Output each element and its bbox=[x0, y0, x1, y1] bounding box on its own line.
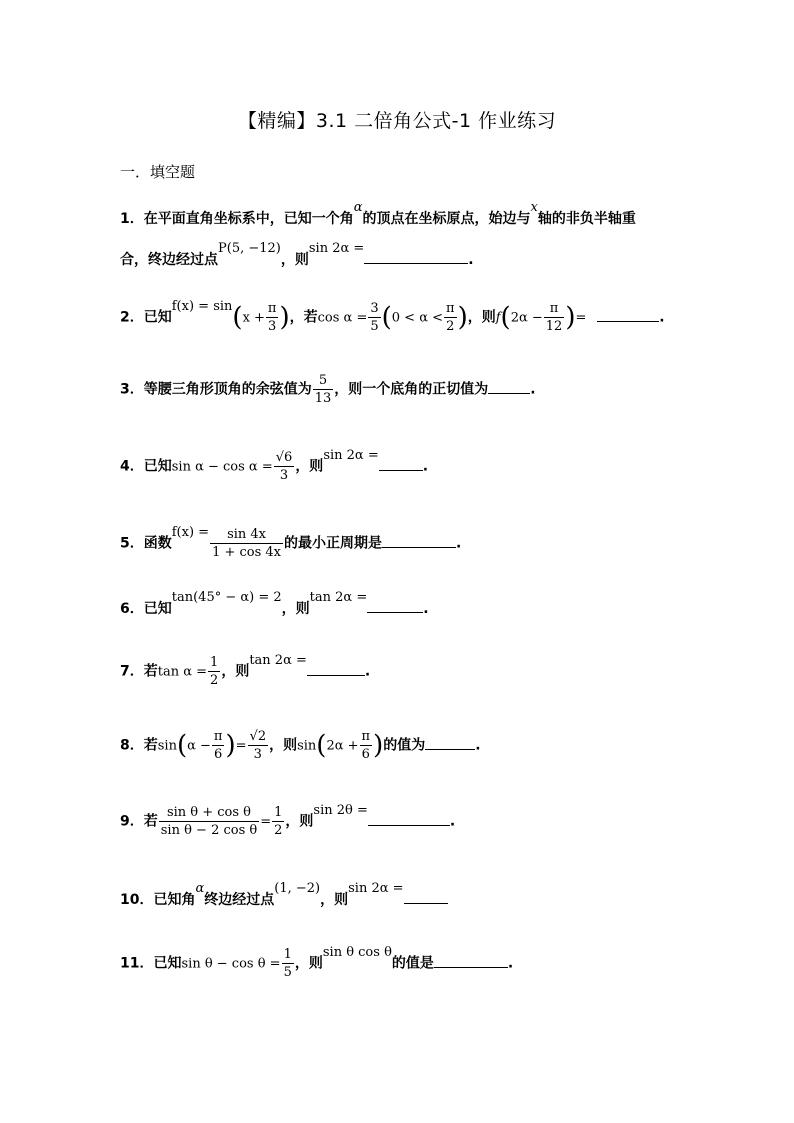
fraction: $\frac{1}{2}$ bbox=[210, 655, 219, 688]
question-number: 6． bbox=[120, 601, 144, 617]
answer-blank[interactable] bbox=[379, 456, 423, 471]
fraction: $\frac{\pi}{2}$ bbox=[446, 301, 455, 334]
fraction: $\frac{1}{5}$ bbox=[283, 947, 292, 980]
answer-blank[interactable] bbox=[488, 379, 530, 394]
question-4: 4．已知sin α − cos α = $\frac{√6}{3}$ ，则sin 2α =. bbox=[120, 447, 429, 483]
math-alpha: α bbox=[353, 200, 363, 215]
answer-blank[interactable] bbox=[364, 249, 468, 264]
answer-blank[interactable] bbox=[597, 307, 659, 322]
math-x: x bbox=[530, 200, 538, 215]
question-8: 8．若sin(α − $\frac{\pi}{6}$ )= $\frac{√2}{3}$ ，则sin(2α + $\frac{\pi}{6}$ )的值为 . bbox=[120, 729, 481, 762]
question-number: 4． bbox=[120, 458, 144, 475]
answer-blank[interactable] bbox=[425, 735, 475, 750]
math-expression: sin 2α = bbox=[308, 241, 365, 256]
page-title: 【精编】3.1 二倍角公式-1 作业练习 bbox=[237, 110, 557, 132]
question-9: 9．若 $\frac{\text{sin θ + cos θ}}{\text{sin θ − 2 cos θ}}$ = $\frac{1}{2}$ ，则sin 2θ =. bbox=[120, 802, 456, 838]
question-1-line-1: 1．在平面直角坐标系中，已知一个角α的顶点在坐标原点，始边与x轴的非负半轴重 bbox=[120, 200, 636, 227]
answer-blank[interactable] bbox=[307, 661, 365, 676]
question-number: 1． bbox=[120, 211, 144, 227]
answer-blank[interactable] bbox=[434, 953, 508, 968]
question-1-line-2: 合，终边经过点P(5, −12)，则sin 2α =. bbox=[120, 241, 474, 268]
fraction: $\frac{√6}{3}$ bbox=[275, 450, 293, 483]
question-number: 11． bbox=[120, 955, 154, 972]
fraction: $\frac{\pi}{12}$ bbox=[545, 301, 563, 334]
question-3: 3．等腰三角形顶角的余弦值为 $\frac{5}{13}$ ，则一个底角的正切值为 . bbox=[120, 373, 536, 406]
fraction: $\frac{\pi}{6}$ bbox=[361, 729, 371, 762]
math-point: P(5, −12) bbox=[218, 241, 281, 256]
question-number: 8． bbox=[120, 737, 144, 754]
question-number: 2． bbox=[120, 309, 144, 326]
question-number: 3． bbox=[120, 381, 144, 398]
question-number: 7． bbox=[120, 663, 144, 680]
question-5: 5．函数f(x) = $\frac{\sin 4x}{1 + \cos 4x}$ 的最小正周期是 . bbox=[120, 524, 462, 560]
answer-blank[interactable] bbox=[404, 889, 448, 904]
answer-blank[interactable] bbox=[368, 811, 450, 826]
question-7: 7．若tan α = $\frac{1}{2}$ ，则tan 2α =. bbox=[120, 652, 371, 688]
answer-blank[interactable] bbox=[367, 598, 423, 613]
answer-blank[interactable] bbox=[382, 533, 456, 548]
fraction: $\frac{\sin 4x}{1 + \cos 4x}$ bbox=[212, 527, 282, 560]
fraction: $\frac{3}{5}$ bbox=[370, 301, 379, 334]
fraction: $\frac{\pi}{6}$ bbox=[213, 729, 223, 762]
question-11: 11．已知sin θ − cos θ = $\frac{1}{5}$ ，则sin θ cos θ的值是 . bbox=[120, 944, 514, 980]
fraction: $\frac{\pi}{3}$ bbox=[267, 301, 277, 334]
fraction: $\frac{√2}{3}$ bbox=[249, 729, 267, 762]
question-number: 9． bbox=[120, 813, 144, 830]
question-number: 5． bbox=[120, 535, 144, 552]
question-number: 10． bbox=[120, 892, 154, 908]
fraction: $\frac{\text{sin θ + cos θ}}{\text{sin θ − 2 cos θ}}$ bbox=[160, 805, 258, 838]
section-heading: 一．填空题 bbox=[120, 163, 196, 181]
fraction: $\frac{1}{2}$ bbox=[274, 805, 283, 838]
question-6: 6．已知tan(45° − α) = 2，则tan 2α =. bbox=[120, 590, 429, 617]
question-10: 10．已知角α终边经过点(1, −2)，则sin 2α = bbox=[120, 889, 448, 909]
question-2: 2．已知f(x) = sin(x + $\frac{\pi}{3}$ )，若cos α = $\frac{3}{5}$ (0 < α < $\frac{\pi}{2}$ )，则f(2α − $\frac{\pi}{12}$ )= . bbox=[120, 298, 665, 334]
fraction: $\frac{5}{13}$ bbox=[314, 373, 332, 406]
